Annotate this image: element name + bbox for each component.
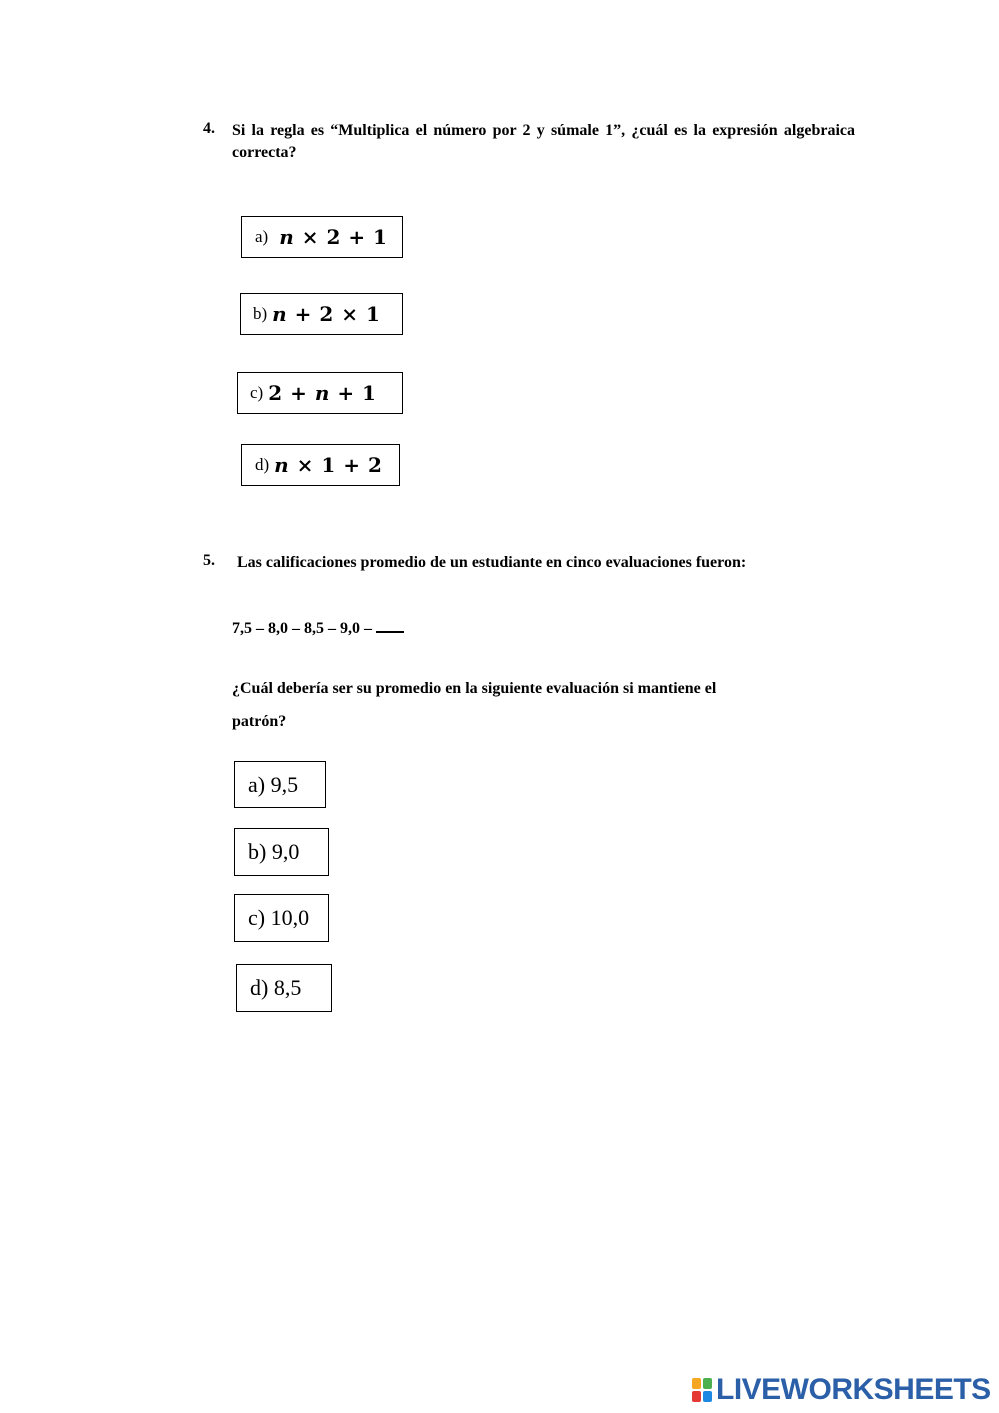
option-letter: b) [253, 304, 268, 323]
logo-block [703, 1391, 712, 1402]
q5-option-b[interactable] [234, 828, 329, 876]
q5-option-d[interactable] [236, 964, 332, 1012]
question-4-number: 4. [203, 120, 215, 137]
option-expression: n × 1 + 2 [274, 453, 383, 477]
option-expression: n + 2 × 1 [272, 302, 381, 326]
logo-text: LIVEWORKSHEETS [716, 1373, 991, 1406]
option-label: a) 9,5 [248, 771, 299, 797]
option-letter: c) [250, 383, 264, 402]
grade-sequence: 7,5 – 8,0 – 8,5 – 9,0 – [232, 617, 404, 638]
option-label: b) 9,0 [248, 839, 300, 864]
question-5-prompt-line2: patrón? [232, 713, 287, 730]
q4-option-b[interactable] [240, 293, 403, 335]
q4-option-c[interactable] [237, 372, 403, 414]
logo-block [692, 1378, 701, 1389]
logo-block [692, 1391, 701, 1402]
logo-blocks-icon [692, 1378, 712, 1402]
question-5-prompt-line1: ¿Cuál debería ser su promedio en la siguiente evaluación si mantiene el [232, 680, 717, 697]
option-letter: a) [255, 227, 269, 246]
question-5-number: 5. [203, 552, 215, 569]
option-label: d) 8,5 [250, 975, 302, 1000]
option-letter: d) [255, 455, 270, 474]
option-expression: 2 + n + 1 [268, 381, 377, 405]
question-4-text: Si la regla es “Multiplica el número por 2 y súmale 1”, ¿cuál es la expresión algebraica correcta? [232, 122, 855, 161]
q5-option-c[interactable] [234, 894, 329, 942]
q4-option-d[interactable] [241, 444, 400, 486]
answer-blank [376, 617, 404, 633]
option-expression: n × 2 + 1 [279, 225, 388, 249]
option-label: c) 10,0 [248, 905, 310, 930]
q5-option-a[interactable] [234, 761, 326, 808]
logo-block [703, 1378, 712, 1389]
liveworksheets-logo [692, 1373, 991, 1407]
q4-option-a[interactable] [241, 216, 403, 258]
question-5-text: Las calificaciones promedio de un estudiante en cinco evaluaciones fueron: [237, 554, 747, 571]
